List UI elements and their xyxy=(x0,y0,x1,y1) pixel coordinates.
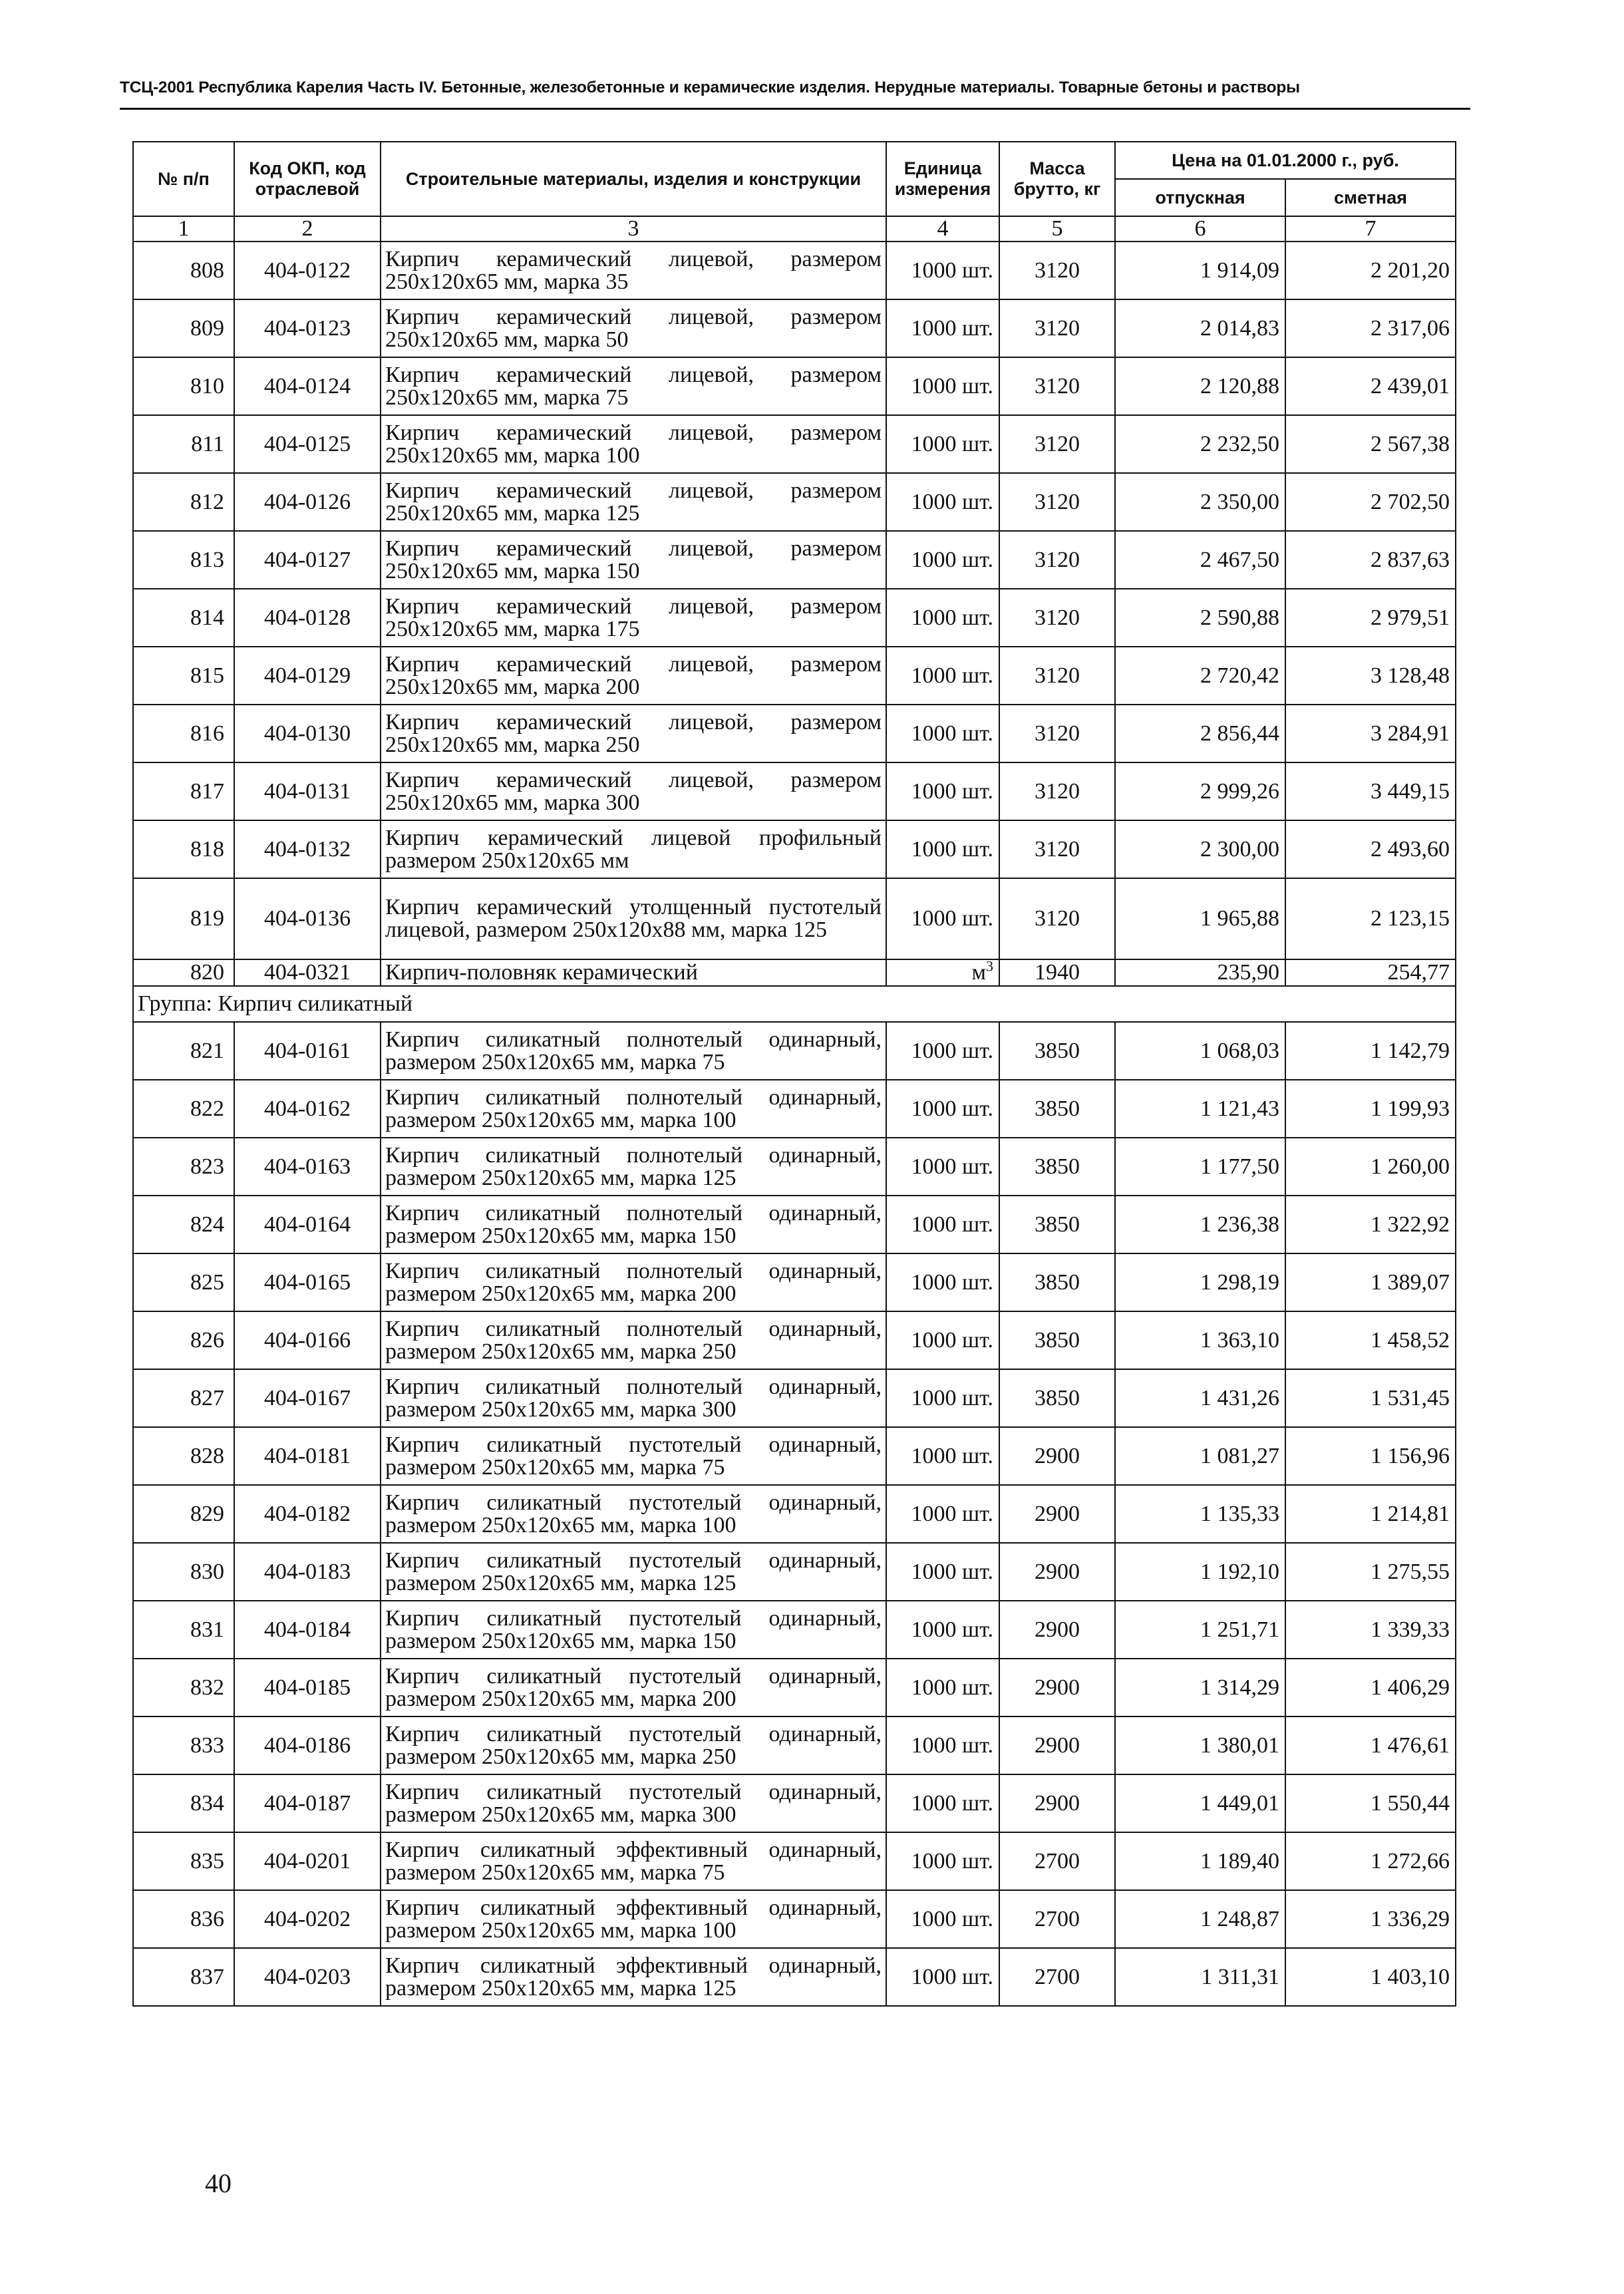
row-number: 830 xyxy=(133,1543,234,1601)
row-price-estimate: 2 123,15 xyxy=(1285,878,1456,959)
row-price-release: 2 720,42 xyxy=(1115,647,1285,705)
row-description: Кирпич силикатный пустотелый одинарный, размером 250х120х65 мм, марка 200 xyxy=(381,1659,886,1717)
row-mass: 2900 xyxy=(999,1485,1115,1543)
row-unit: 1000 шт. xyxy=(886,589,999,647)
row-code: 404-0131 xyxy=(234,762,381,820)
row-description: Кирпич силикатный полнотелый одинарный, размером 250х120х65 мм, марка 125 xyxy=(381,1138,886,1196)
table-row xyxy=(133,1717,1456,1774)
col-header-code: Код ОКП, код отраслевой xyxy=(234,142,381,216)
row-price-estimate: 1 336,29 xyxy=(1285,1890,1456,1948)
column-number: 6 xyxy=(1115,216,1285,242)
table-row xyxy=(133,762,1456,820)
row-price-release: 1 914,09 xyxy=(1115,242,1285,299)
row-code: 404-0181 xyxy=(234,1427,381,1485)
row-description: Кирпич керамический лицевой, размером 250х120х65 мм, марка 75 xyxy=(381,357,886,415)
table-row xyxy=(133,1138,1456,1196)
row-number: 811 xyxy=(133,415,234,473)
row-price-estimate: 1 199,93 xyxy=(1285,1080,1456,1138)
unit-base: м xyxy=(971,960,986,985)
row-unit: 1000 шт. xyxy=(886,1601,999,1659)
row-price-estimate: 3 284,91 xyxy=(1285,705,1456,762)
row-description: Кирпич керамический лицевой, размером 250х120х65 мм, марка 300 xyxy=(381,762,886,820)
row-description: Кирпич керамический лицевой профильный размером 250х120х65 мм xyxy=(381,820,886,878)
table-row xyxy=(133,299,1456,357)
table-row xyxy=(133,820,1456,878)
row-number: 829 xyxy=(133,1485,234,1543)
row-unit: 1000 шт. xyxy=(886,1196,999,1253)
row-mass: 3120 xyxy=(999,762,1115,820)
table-row xyxy=(133,357,1456,415)
row-description: Кирпич силикатный эффективный одинарный, размером 250х120х65 мм, марка 100 xyxy=(381,1890,886,1948)
row-code: 404-0124 xyxy=(234,357,381,415)
row-price-release: 2 120,88 xyxy=(1115,357,1285,415)
row-mass: 3120 xyxy=(999,299,1115,357)
row-mass: 3120 xyxy=(999,415,1115,473)
row-unit: 1000 шт. xyxy=(886,1427,999,1485)
row-unit: 1000 шт. xyxy=(886,242,999,299)
col-header-price-release: отпускная xyxy=(1115,179,1285,216)
row-unit: 1000 шт. xyxy=(886,1253,999,1311)
table-row xyxy=(133,1485,1456,1543)
row-unit: 1000 шт. xyxy=(886,1890,999,1948)
row-mass: 2700 xyxy=(999,1948,1115,2006)
row-price-estimate: 1 476,61 xyxy=(1285,1717,1456,1774)
column-number: 7 xyxy=(1285,216,1456,242)
column-number: 5 xyxy=(999,216,1115,242)
row-price-release: 235,90 xyxy=(1115,959,1285,986)
row-code: 404-0186 xyxy=(234,1717,381,1774)
row-code: 404-0184 xyxy=(234,1601,381,1659)
row-unit: 1000 шт. xyxy=(886,357,999,415)
row-description: Кирпич керамический лицевой, размером 250х120х65 мм, марка 100 xyxy=(381,415,886,473)
row-description: Кирпич силикатный пустотелый одинарный, размером 250х120х65 мм, марка 100 xyxy=(381,1485,886,1543)
row-code: 404-0165 xyxy=(234,1253,381,1311)
row-mass: 3850 xyxy=(999,1080,1115,1138)
row-code: 404-0132 xyxy=(234,820,381,878)
row-unit: 1000 шт. xyxy=(886,299,999,357)
row-number: 822 xyxy=(133,1080,234,1138)
row-price-release: 1 449,01 xyxy=(1115,1774,1285,1832)
row-price-estimate: 254,77 xyxy=(1285,959,1456,986)
group-heading: Группа: Кирпич силикатный xyxy=(133,986,1456,1022)
row-code: 404-0164 xyxy=(234,1196,381,1253)
row-price-estimate: 1 275,55 xyxy=(1285,1543,1456,1601)
row-unit: 1000 шт. xyxy=(886,473,999,531)
row-price-release: 1 431,26 xyxy=(1115,1369,1285,1427)
row-number: 819 xyxy=(133,878,234,959)
table-row xyxy=(133,1427,1456,1485)
row-price-release: 1 177,50 xyxy=(1115,1138,1285,1196)
col-header-unit: Единица измерения xyxy=(886,142,999,216)
table-row xyxy=(133,473,1456,531)
row-mass: 3120 xyxy=(999,647,1115,705)
row-description: Кирпич силикатный полнотелый одинарный, размером 250х120х65 мм, марка 150 xyxy=(381,1196,886,1253)
row-number: 826 xyxy=(133,1311,234,1369)
row-description: Кирпич силикатный полнотелый одинарный, размером 250х120х65 мм, марка 75 xyxy=(381,1022,886,1080)
table-body-silicate xyxy=(133,1022,1456,2006)
column-number: 2 xyxy=(234,216,381,242)
column-number: 1 xyxy=(133,216,234,242)
row-unit: 1000 шт. xyxy=(886,1774,999,1832)
row-price-estimate: 1 458,52 xyxy=(1285,1311,1456,1369)
table-row xyxy=(133,531,1456,589)
column-number-row xyxy=(133,216,1456,242)
row-description: Кирпич керамический лицевой, размером 250х120х65 мм, марка 125 xyxy=(381,473,886,531)
table-row xyxy=(133,1774,1456,1832)
row-price-estimate: 2 317,06 xyxy=(1285,299,1456,357)
row-number: 827 xyxy=(133,1369,234,1427)
row-code: 404-0123 xyxy=(234,299,381,357)
col-header-mass: Масса брутто, кг xyxy=(999,142,1115,216)
row-price-estimate: 1 531,45 xyxy=(1285,1369,1456,1427)
row-price-release: 1 135,33 xyxy=(1115,1485,1285,1543)
row-price-release: 2 999,26 xyxy=(1115,762,1285,820)
row-mass: 3850 xyxy=(999,1311,1115,1369)
row-mass: 3120 xyxy=(999,357,1115,415)
row-price-estimate: 1 403,10 xyxy=(1285,1948,1456,2006)
row-price-release: 1 068,03 xyxy=(1115,1022,1285,1080)
row-code: 404-0122 xyxy=(234,242,381,299)
row-code: 404-0163 xyxy=(234,1138,381,1196)
row-code: 404-0166 xyxy=(234,1311,381,1369)
row-price-release: 2 350,00 xyxy=(1115,473,1285,531)
row-code: 404-0125 xyxy=(234,415,381,473)
row-unit: 1000 шт. xyxy=(886,647,999,705)
row-unit: 1000 шт. xyxy=(886,1659,999,1717)
row-number: 834 xyxy=(133,1774,234,1832)
table-row xyxy=(133,1253,1456,1311)
table-row xyxy=(133,415,1456,473)
row-price-estimate: 2 493,60 xyxy=(1285,820,1456,878)
row-unit: 1000 шт. xyxy=(886,1138,999,1196)
row-unit: 1000 шт. xyxy=(886,415,999,473)
row-price-estimate: 1 389,07 xyxy=(1285,1253,1456,1311)
row-number: 825 xyxy=(133,1253,234,1311)
row-mass: 2900 xyxy=(999,1427,1115,1485)
row-code: 404-0183 xyxy=(234,1543,381,1601)
row-mass: 2700 xyxy=(999,1890,1115,1948)
row-mass: 1940 xyxy=(999,959,1115,986)
row-description: Кирпич керамический лицевой, размером 250х120х65 мм, марка 175 xyxy=(381,589,886,647)
row-price-estimate: 2 439,01 xyxy=(1285,357,1456,415)
row-mass: 3850 xyxy=(999,1369,1115,1427)
row-number: 831 xyxy=(133,1601,234,1659)
row-price-estimate: 1 156,96 xyxy=(1285,1427,1456,1485)
row-description: Кирпич силикатный полнотелый одинарный, размером 250х120х65 мм, марка 100 xyxy=(381,1080,886,1138)
row-price-estimate: 1 406,29 xyxy=(1285,1659,1456,1717)
unit-superscript: 3 xyxy=(986,957,993,975)
row-number: 816 xyxy=(133,705,234,762)
header-rule xyxy=(120,108,1470,110)
row-code: 404-0126 xyxy=(234,473,381,531)
row-description: Кирпич керамический утолщенный пустотелый лицевой, размером 250х120х88 мм, марка 125 xyxy=(381,878,886,959)
row-mass: 3120 xyxy=(999,878,1115,959)
row-price-release: 1 380,01 xyxy=(1115,1717,1285,1774)
row-mass: 3120 xyxy=(999,242,1115,299)
row-number: 817 xyxy=(133,762,234,820)
row-price-release: 1 189,40 xyxy=(1115,1832,1285,1890)
row-mass: 3120 xyxy=(999,473,1115,531)
row-price-estimate: 3 128,48 xyxy=(1285,647,1456,705)
table-row xyxy=(133,1543,1456,1601)
row-price-release: 2 590,88 xyxy=(1115,589,1285,647)
row-description: Кирпич силикатный пустотелый одинарный, размером 250х120х65 мм, марка 150 xyxy=(381,1601,886,1659)
table-row xyxy=(133,705,1456,762)
row-price-release: 1 363,10 xyxy=(1115,1311,1285,1369)
row-number: 833 xyxy=(133,1717,234,1774)
row-price-estimate: 1 272,66 xyxy=(1285,1832,1456,1890)
row-unit: 1000 шт. xyxy=(886,1080,999,1138)
row-mass: 2700 xyxy=(999,1832,1115,1890)
row-description: Кирпич силикатный полнотелый одинарный, размером 250х120х65 мм, марка 300 xyxy=(381,1369,886,1427)
row-unit: 1000 шт. xyxy=(886,1717,999,1774)
row-description: Кирпич керамический лицевой, размером 250х120х65 мм, марка 250 xyxy=(381,705,886,762)
table-row xyxy=(133,1022,1456,1080)
row-price-release: 1 965,88 xyxy=(1115,878,1285,959)
row-price-estimate: 2 979,51 xyxy=(1285,589,1456,647)
table-row xyxy=(133,242,1456,299)
row-description: Кирпич силикатный эффективный одинарный, размером 250х120х65 мм, марка 75 xyxy=(381,1832,886,1890)
row-code: 404-0185 xyxy=(234,1659,381,1717)
row-code: 404-0321 xyxy=(234,959,381,986)
table-row xyxy=(133,1601,1456,1659)
row-mass: 2900 xyxy=(999,1659,1115,1717)
row-unit xyxy=(886,959,999,986)
row-number: 828 xyxy=(133,1427,234,1485)
row-code: 404-0127 xyxy=(234,531,381,589)
table-row xyxy=(133,878,1456,959)
row-description: Кирпич-половняк керамический xyxy=(381,959,886,986)
row-mass: 2900 xyxy=(999,1543,1115,1601)
row-unit: 1000 шт. xyxy=(886,1485,999,1543)
row-price-release: 2 232,50 xyxy=(1115,415,1285,473)
table-row xyxy=(133,959,1456,986)
table-row xyxy=(133,1948,1456,2006)
row-unit: 1000 шт. xyxy=(886,531,999,589)
row-description: Кирпич силикатный пустотелый одинарный, размером 250х120х65 мм, марка 125 xyxy=(381,1543,886,1601)
row-number: 809 xyxy=(133,299,234,357)
row-price-release: 1 081,27 xyxy=(1115,1427,1285,1485)
row-mass: 3850 xyxy=(999,1196,1115,1253)
row-price-estimate: 1 142,79 xyxy=(1285,1022,1456,1080)
row-code: 404-0182 xyxy=(234,1485,381,1543)
row-price-estimate: 2 201,20 xyxy=(1285,242,1456,299)
row-price-estimate: 2 837,63 xyxy=(1285,531,1456,589)
col-header-desc: Строительные материалы, изделия и конструкции xyxy=(381,142,886,216)
row-price-estimate: 1 550,44 xyxy=(1285,1774,1456,1832)
table-row xyxy=(133,1659,1456,1717)
table-row xyxy=(133,1832,1456,1890)
row-unit: 1000 шт. xyxy=(886,878,999,959)
row-mass: 3120 xyxy=(999,820,1115,878)
col-header-price-group: Цена на 01.01.2000 г., руб. xyxy=(1115,142,1456,179)
table-row xyxy=(133,1311,1456,1369)
row-code: 404-0202 xyxy=(234,1890,381,1948)
row-unit: 1000 шт. xyxy=(886,1832,999,1890)
row-number: 823 xyxy=(133,1138,234,1196)
row-number: 837 xyxy=(133,1948,234,2006)
table-row xyxy=(133,1196,1456,1253)
table-row xyxy=(133,647,1456,705)
row-unit: 1000 шт. xyxy=(886,762,999,820)
row-price-release: 1 251,71 xyxy=(1115,1601,1285,1659)
row-code: 404-0136 xyxy=(234,878,381,959)
row-unit: 1000 шт. xyxy=(886,705,999,762)
row-number: 824 xyxy=(133,1196,234,1253)
row-unit: 1000 шт. xyxy=(886,1948,999,2006)
row-price-estimate: 2 567,38 xyxy=(1285,415,1456,473)
row-mass: 3850 xyxy=(999,1253,1115,1311)
row-description: Кирпич силикатный пустотелый одинарный, размером 250х120х65 мм, марка 250 xyxy=(381,1717,886,1774)
row-number: 836 xyxy=(133,1890,234,1948)
row-number: 808 xyxy=(133,242,234,299)
row-number: 818 xyxy=(133,820,234,878)
table-row xyxy=(133,1369,1456,1427)
row-code: 404-0162 xyxy=(234,1080,381,1138)
row-code: 404-0129 xyxy=(234,647,381,705)
row-description: Кирпич керамический лицевой, размером 250х120х65 мм, марка 50 xyxy=(381,299,886,357)
row-description: Кирпич силикатный пустотелый одинарный, размером 250х120х65 мм, марка 300 xyxy=(381,1774,886,1832)
row-price-estimate: 1 214,81 xyxy=(1285,1485,1456,1543)
row-mass: 2900 xyxy=(999,1601,1115,1659)
row-code: 404-0201 xyxy=(234,1832,381,1890)
row-number: 835 xyxy=(133,1832,234,1890)
row-number: 813 xyxy=(133,531,234,589)
column-number: 3 xyxy=(381,216,886,242)
price-table xyxy=(132,141,1456,2007)
row-number: 820 xyxy=(133,959,234,986)
row-price-release: 1 314,29 xyxy=(1115,1659,1285,1717)
row-mass: 3850 xyxy=(999,1138,1115,1196)
row-price-release: 1 192,10 xyxy=(1115,1543,1285,1601)
row-code: 404-0130 xyxy=(234,705,381,762)
row-price-release: 1 236,38 xyxy=(1115,1196,1285,1253)
row-price-estimate: 1 260,00 xyxy=(1285,1138,1456,1196)
row-code: 404-0187 xyxy=(234,1774,381,1832)
table-body-special xyxy=(133,878,1456,1022)
column-number: 4 xyxy=(886,216,999,242)
row-number: 821 xyxy=(133,1022,234,1080)
col-header-num: № п/п xyxy=(133,142,234,216)
row-description: Кирпич силикатный полнотелый одинарный, размером 250х120х65 мм, марка 200 xyxy=(381,1253,886,1311)
row-description: Кирпич силикатный пустотелый одинарный, размером 250х120х65 мм, марка 75 xyxy=(381,1427,886,1485)
row-price-release: 1 248,87 xyxy=(1115,1890,1285,1948)
row-price-estimate: 3 449,15 xyxy=(1285,762,1456,820)
row-mass: 2900 xyxy=(999,1717,1115,1774)
row-description: Кирпич керамический лицевой, размером 250х120х65 мм, марка 200 xyxy=(381,647,886,705)
col-header-price-estimate: сметная xyxy=(1285,179,1456,216)
row-unit: 1000 шт. xyxy=(886,1543,999,1601)
row-mass: 3120 xyxy=(999,589,1115,647)
row-code: 404-0203 xyxy=(234,1948,381,2006)
page-number: 40 xyxy=(205,2168,232,2198)
row-code: 404-0161 xyxy=(234,1022,381,1080)
row-price-release: 2 300,00 xyxy=(1115,820,1285,878)
row-description: Кирпич керамический лицевой, размером 250х120х65 мм, марка 150 xyxy=(381,531,886,589)
row-number: 832 xyxy=(133,1659,234,1717)
row-number: 810 xyxy=(133,357,234,415)
running-header: ТСЦ-2001 Республика Карелия Часть IV. Бетонные, железобетонные и керамические изделия. Нерудные материалы. Товарные бетоны и растворы xyxy=(120,79,1300,96)
row-unit: 1000 шт. xyxy=(886,1311,999,1369)
table-body-ceramic xyxy=(133,242,1456,878)
row-mass: 3120 xyxy=(999,705,1115,762)
row-mass: 3120 xyxy=(999,531,1115,589)
row-price-estimate: 1 339,33 xyxy=(1285,1601,1456,1659)
row-price-estimate: 2 702,50 xyxy=(1285,473,1456,531)
row-price-estimate: 1 322,92 xyxy=(1285,1196,1456,1253)
table-row xyxy=(133,1080,1456,1138)
row-description: Кирпич силикатный эффективный одинарный, размером 250х120х65 мм, марка 125 xyxy=(381,1948,886,2006)
row-code: 404-0128 xyxy=(234,589,381,647)
group-row xyxy=(133,986,1456,1022)
row-unit: 1000 шт. xyxy=(886,1369,999,1427)
row-price-release: 1 121,43 xyxy=(1115,1080,1285,1138)
row-unit: 1000 шт. xyxy=(886,820,999,878)
table-row xyxy=(133,589,1456,647)
row-description: Кирпич керамический лицевой, размером 250х120х65 мм, марка 35 xyxy=(381,242,886,299)
row-description: Кирпич силикатный полнотелый одинарный, размером 250х120х65 мм, марка 250 xyxy=(381,1311,886,1369)
row-number: 815 xyxy=(133,647,234,705)
row-mass: 3850 xyxy=(999,1022,1115,1080)
row-mass: 2900 xyxy=(999,1774,1115,1832)
row-code: 404-0167 xyxy=(234,1369,381,1427)
row-price-release: 1 298,19 xyxy=(1115,1253,1285,1311)
row-price-release: 2 014,83 xyxy=(1115,299,1285,357)
header-row xyxy=(133,142,1456,179)
row-number: 814 xyxy=(133,589,234,647)
row-price-release: 1 311,31 xyxy=(1115,1948,1285,2006)
row-price-release: 2 856,44 xyxy=(1115,705,1285,762)
table-row xyxy=(133,1890,1456,1948)
row-number: 812 xyxy=(133,473,234,531)
row-unit: 1000 шт. xyxy=(886,1022,999,1080)
row-price-release: 2 467,50 xyxy=(1115,531,1285,589)
